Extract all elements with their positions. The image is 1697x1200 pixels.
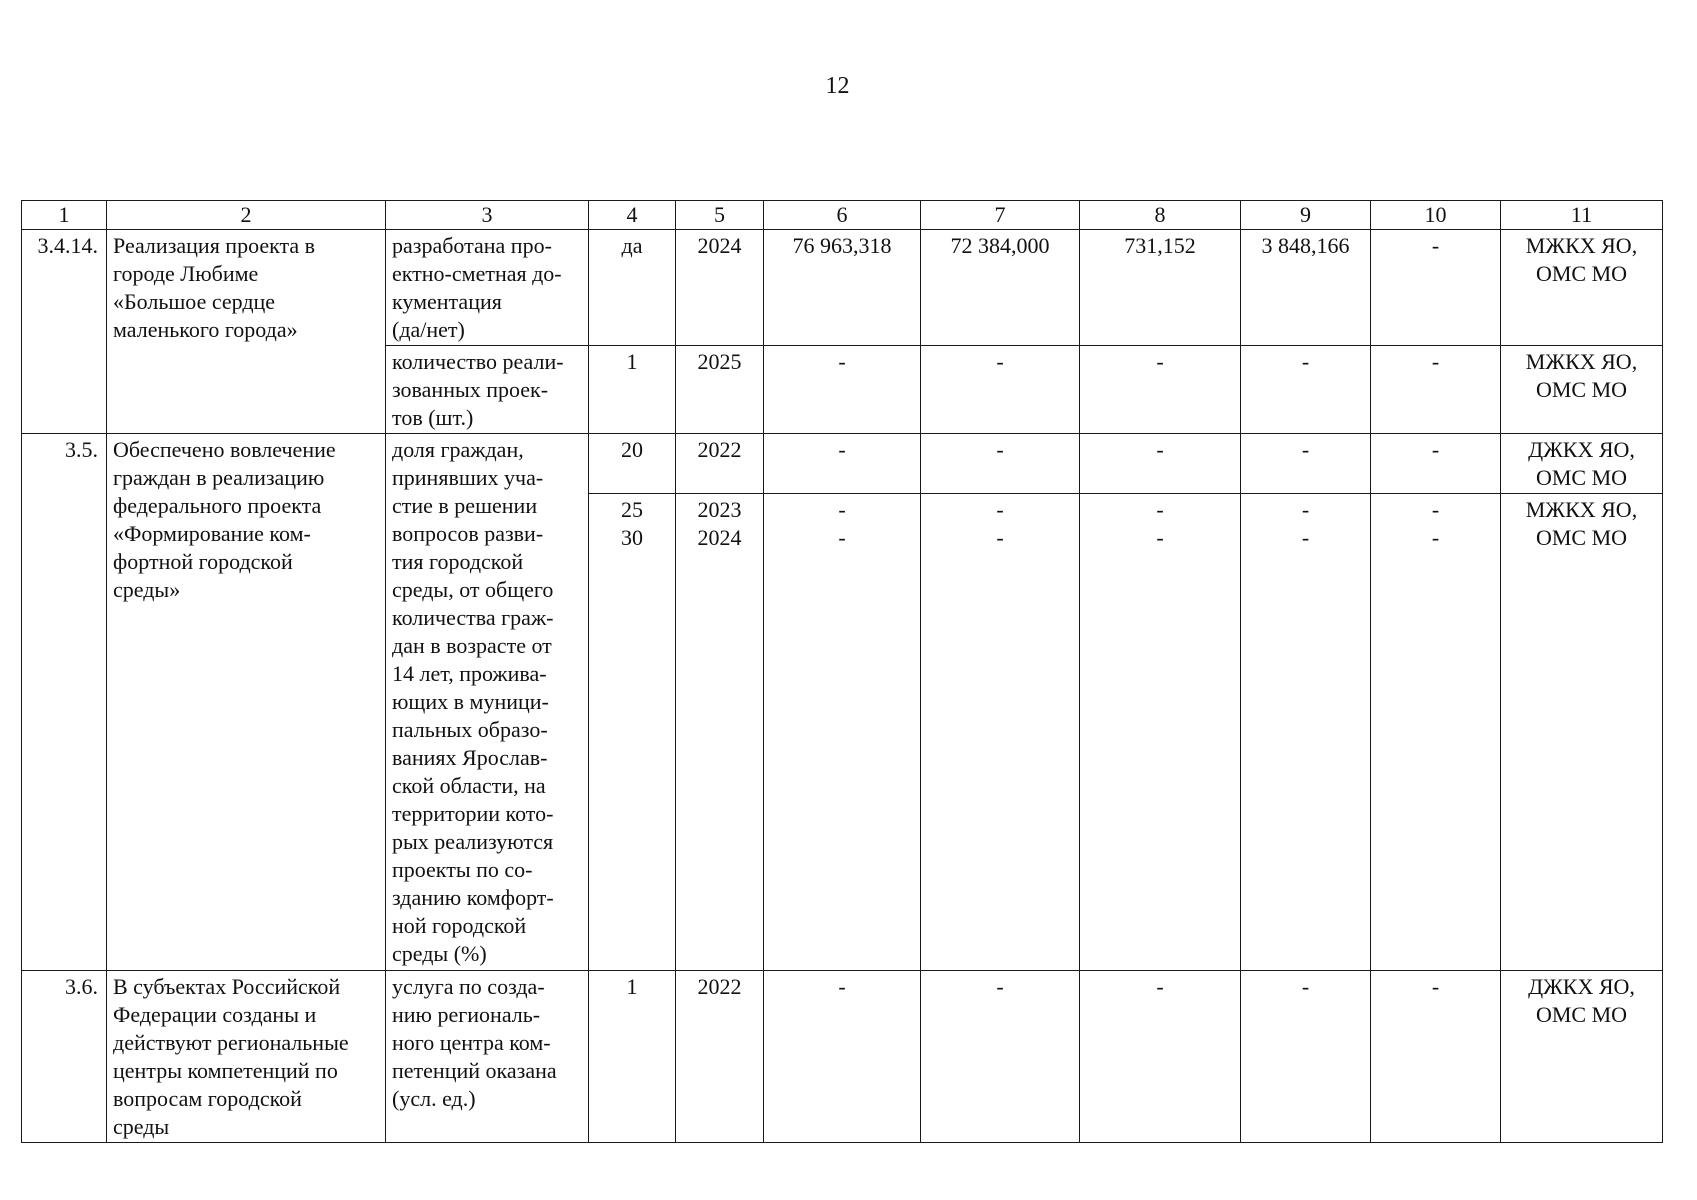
- text-line: количество реали-: [392, 349, 564, 374]
- amount-col-6: -: [764, 346, 921, 434]
- header-col-4: 4: [589, 201, 676, 230]
- row-title: [107, 971, 386, 1143]
- text-line: -: [996, 525, 1004, 550]
- text-line: пальных образо-: [392, 717, 548, 742]
- text-line: -: [838, 525, 846, 550]
- text-line: рых реализуются: [392, 829, 554, 854]
- text-line: среды: [113, 1114, 170, 1139]
- value-cell: 1: [589, 971, 676, 1143]
- text-line: стие в решении: [392, 493, 538, 518]
- responsible-cell: [1501, 971, 1663, 1143]
- amount-col-8: -: [1080, 434, 1241, 494]
- amount-col-9: 3 848,166: [1241, 230, 1371, 346]
- amount-col-6: -: [764, 971, 921, 1143]
- year-cell: 2025: [676, 346, 764, 434]
- header-col-3: 3: [386, 201, 589, 230]
- text-line: 30: [621, 525, 643, 550]
- text-line: (усл. ед.): [392, 1086, 476, 1111]
- indicator-cell: [386, 434, 589, 971]
- text-line: петенций оказана: [392, 1058, 557, 1083]
- amount-col-6: 76 963,318: [764, 230, 921, 346]
- amount-col-7: -: [921, 434, 1080, 494]
- row-number: 3.5.: [22, 434, 107, 971]
- text-line: -: [1431, 497, 1440, 522]
- text-line: «Большое сердце: [113, 289, 276, 314]
- table-row: [22, 230, 1663, 346]
- text-line: ваниях Ярослав-: [392, 745, 548, 770]
- text-line: тов (шт.): [392, 405, 474, 430]
- page-number: 12: [825, 73, 850, 99]
- text-line: граждан в реализацию: [113, 465, 325, 490]
- row-title: [107, 230, 386, 434]
- amount-col-6: [764, 494, 921, 971]
- text-line: «Формирование ком-: [113, 521, 311, 546]
- year-cell: 2024: [676, 230, 764, 346]
- text-line: ДЖКХ ЯО,: [1528, 974, 1635, 999]
- text-line: зованных проек-: [392, 377, 549, 402]
- text-line: ОМС МО: [1535, 377, 1628, 402]
- table-header-row: [22, 201, 1663, 230]
- text-line: среды»: [113, 577, 181, 602]
- text-line: фортной городской: [113, 549, 293, 574]
- amount-col-8: 731,152: [1080, 230, 1241, 346]
- indicator-cell: [386, 230, 589, 346]
- header-col-1: 1: [22, 201, 107, 230]
- text-line: ОМС МО: [1535, 465, 1628, 490]
- amount-col-9: -: [1241, 971, 1371, 1143]
- text-line: доля граждан,: [392, 437, 524, 462]
- value-cell: [589, 494, 676, 971]
- text-line: ОМС МО: [1535, 261, 1628, 286]
- indicator-cell: [386, 971, 589, 1143]
- header-col-2: 2: [107, 201, 386, 230]
- year-cell: [676, 494, 764, 971]
- text-line: разработана про-: [392, 233, 552, 258]
- row-number: 3.6.: [22, 971, 107, 1143]
- text-line: ДЖКХ ЯО,: [1528, 437, 1635, 462]
- text-line: В субъектах Российской: [113, 974, 341, 999]
- amount-col-10: -: [1371, 434, 1501, 494]
- text-line: зданию комфорт-: [392, 885, 554, 910]
- data-table: [21, 200, 1663, 1143]
- text-line: Обеспечено вовлечение: [113, 437, 336, 462]
- text-line: 2024: [697, 525, 742, 550]
- text-line: ной городской: [392, 913, 527, 938]
- header-col-7: 7: [921, 201, 1080, 230]
- text-line: -: [1301, 525, 1310, 550]
- text-line: действуют региональные: [113, 1030, 349, 1055]
- text-line: кументация: [392, 289, 502, 314]
- value-cell: 20: [589, 434, 676, 494]
- responsible-cell: [1501, 346, 1663, 434]
- amount-col-9: -: [1241, 346, 1371, 434]
- text-line: 25: [621, 497, 643, 522]
- amount-col-9: [1241, 494, 1371, 971]
- text-line: -: [1301, 497, 1310, 522]
- text-line: МЖКХ ЯО,: [1525, 349, 1638, 374]
- amount-col-10: -: [1371, 230, 1501, 346]
- text-line: 14 лет, прожива-: [392, 661, 547, 686]
- text-line: (да/нет): [392, 317, 465, 342]
- text-line: -: [996, 497, 1004, 522]
- text-line: тия городской: [392, 549, 524, 574]
- header-col-11: 11: [1501, 201, 1663, 230]
- text-line: центры компетенций по: [113, 1058, 338, 1083]
- indicator-cell: [386, 346, 589, 434]
- amount-col-10: -: [1371, 346, 1501, 434]
- text-line: -: [1156, 525, 1164, 550]
- text-line: МЖКХ ЯО,: [1525, 497, 1638, 522]
- text-line: федерального проекта: [113, 493, 322, 518]
- text-line: дан в возрасте от: [392, 633, 552, 658]
- text-line: вопросам городской: [113, 1086, 302, 1111]
- text-line: ного центра ком-: [392, 1030, 551, 1055]
- value-cell: да: [589, 230, 676, 346]
- responsible-cell: [1501, 434, 1663, 494]
- amount-col-7: -: [921, 971, 1080, 1143]
- amount-col-8: [1080, 494, 1241, 971]
- year-cell: 2022: [676, 434, 764, 494]
- text-line: ОМС МО: [1535, 525, 1628, 550]
- header-col-6: 6: [764, 201, 921, 230]
- amount-col-10: [1371, 494, 1501, 971]
- amount-col-10: -: [1371, 971, 1501, 1143]
- text-line: -: [1156, 497, 1164, 522]
- text-line: ектно-сметная до-: [392, 261, 562, 286]
- year-cell: 2022: [676, 971, 764, 1143]
- text-line: -: [1431, 525, 1440, 550]
- text-line: проекты по со-: [392, 857, 533, 882]
- responsible-cell: [1501, 230, 1663, 346]
- text-line: среды (%): [392, 941, 487, 966]
- row-title: [107, 434, 386, 971]
- text-line: территории кото-: [392, 801, 554, 826]
- text-line: принявших уча-: [392, 465, 544, 490]
- amount-col-9: -: [1241, 434, 1371, 494]
- text-line: -: [838, 497, 846, 522]
- text-line: 2023: [697, 497, 742, 522]
- header-col-9: 9: [1241, 201, 1371, 230]
- amount-col-8: -: [1080, 971, 1241, 1143]
- text-line: вопросов разви-: [392, 521, 544, 546]
- text-line: городе Любиме: [113, 261, 259, 286]
- text-line: Федерации созданы и: [113, 1002, 317, 1027]
- text-line: МЖКХ ЯО,: [1525, 233, 1638, 258]
- row-number: 3.4.14.: [22, 230, 107, 434]
- amount-col-7: -: [921, 346, 1080, 434]
- amount-col-6: -: [764, 434, 921, 494]
- responsible-cell: [1501, 494, 1663, 971]
- text-line: ОМС МО: [1535, 1002, 1628, 1027]
- text-line: ющих в муници-: [392, 689, 549, 714]
- amount-col-8: -: [1080, 346, 1241, 434]
- header-col-8: 8: [1080, 201, 1241, 230]
- text-line: маленького города»: [113, 317, 298, 342]
- text-line: нию региональ-: [392, 1002, 541, 1027]
- text-line: ской области, на: [392, 773, 546, 798]
- text-line: среды, от общего: [392, 577, 554, 602]
- header-col-5: 5: [676, 201, 764, 230]
- table-row: [22, 971, 1663, 1143]
- header-col-10: 10: [1371, 201, 1501, 230]
- text-line: количества граж-: [392, 605, 554, 630]
- text-line: Реализация проекта в: [113, 233, 316, 258]
- table-row: [22, 434, 1663, 494]
- text-line: услуга по созда-: [392, 974, 545, 999]
- amount-col-7: 72 384,000: [921, 230, 1080, 346]
- value-cell: 1: [589, 346, 676, 434]
- amount-col-7: [921, 494, 1080, 971]
